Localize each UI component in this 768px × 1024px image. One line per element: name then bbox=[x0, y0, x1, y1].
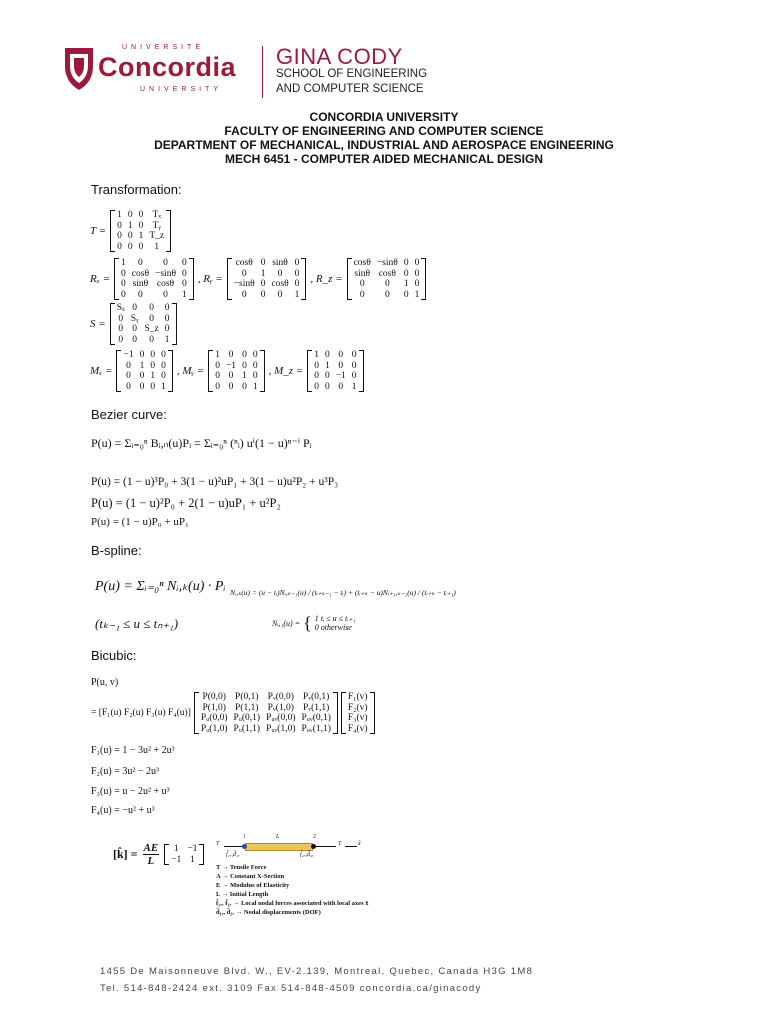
vector-cell: F₃(v) bbox=[347, 713, 368, 723]
header-divider bbox=[262, 46, 263, 98]
bspline-main-eq: P(u) = Σᵢ₌₀ⁿ Nᵢ,ₖ(u) · Pᵢ bbox=[95, 579, 226, 594]
bicubic-f2: F₂(u) = 3u² − 2u³ bbox=[91, 766, 159, 777]
matrix-cell: 0 bbox=[414, 268, 420, 279]
matrix-cell: 0 bbox=[161, 360, 166, 371]
bspline-case-2: 0 otherwise bbox=[314, 623, 352, 632]
matrix-cell: Pᵤᵥ(0,1) bbox=[301, 713, 331, 723]
university-bottom-text: UNIVERSITY bbox=[140, 86, 223, 93]
matrix-cell: 0 bbox=[139, 350, 145, 360]
matrix-cell: 0 bbox=[338, 360, 344, 371]
bspline-base-case bbox=[272, 614, 356, 632]
matrix-cell: 0 bbox=[260, 279, 266, 289]
label-Mx: Mₓ = bbox=[90, 365, 113, 377]
matrix-cell: −sinθ bbox=[155, 268, 176, 279]
matrix-cell: P(1,0) bbox=[202, 702, 226, 713]
bicubic-puv: P(u, v) bbox=[91, 677, 119, 688]
bspline-base-label: Nᵢ,₁(u) = bbox=[272, 618, 301, 628]
matrix-cell: 0 bbox=[127, 231, 133, 241]
matrix-cell: 0 bbox=[338, 350, 344, 360]
matrix-cell: Pᵥ(0,0) bbox=[267, 692, 294, 702]
matrix-cell: 0 bbox=[117, 231, 122, 241]
matrix-cell: 0 bbox=[359, 279, 365, 289]
matrix-cell: 1 bbox=[414, 289, 420, 300]
matrix-cell: 1 bbox=[139, 360, 145, 371]
matrix-T bbox=[110, 210, 171, 252]
matrix-cell: 0 bbox=[252, 371, 258, 381]
matrix-cell: 0 bbox=[118, 334, 124, 345]
matrix-cell: 0 bbox=[127, 241, 133, 252]
matrix-cell: 0 bbox=[228, 350, 234, 360]
matrix-cell: −1 bbox=[187, 844, 198, 854]
label-T: T = bbox=[90, 225, 107, 237]
matrix-cell: 1 bbox=[403, 279, 409, 289]
matrix-cell: −1 bbox=[123, 350, 134, 360]
matrix-cell: 0 bbox=[403, 289, 409, 300]
label-Mz: , M_z = bbox=[268, 365, 304, 377]
node-2-label: 2 bbox=[313, 834, 316, 840]
section-bezier: Bezier curve: bbox=[91, 407, 167, 422]
matrix-cell: 0 bbox=[139, 371, 145, 381]
axis-arrow bbox=[345, 846, 357, 847]
matrix-cell: 1 bbox=[215, 350, 220, 360]
matrix-cell: sinθ bbox=[272, 258, 288, 268]
left-node-sub: f̂₁ₓ,d̂₁ₓ bbox=[226, 852, 240, 858]
matrix-cell: 1 bbox=[121, 258, 126, 268]
title-university: CONCORDIA UNIVERSITY bbox=[309, 110, 459, 124]
matrix-cell: Pᵤᵥ(0,0) bbox=[266, 713, 296, 723]
vector-cell: F₂(v) bbox=[347, 702, 368, 713]
matrix-cell: 0 bbox=[164, 324, 170, 334]
matrix-cell: P(1,1) bbox=[235, 702, 259, 713]
matrix-cell: 0 bbox=[403, 258, 409, 268]
label-Rx: Rₓ = bbox=[90, 273, 111, 285]
matrix-cell: 0 bbox=[215, 360, 220, 371]
matrix-cell: 0 bbox=[132, 334, 138, 345]
matrix-cell: 0 bbox=[117, 220, 122, 231]
matrix-cell: cosθ bbox=[378, 268, 396, 279]
node-1-dot bbox=[242, 844, 247, 849]
matrix-cell: Tₓ bbox=[152, 210, 162, 220]
matrix-cell: Pᵤ(0,0) bbox=[200, 713, 228, 723]
matrix-cell: P(0,0) bbox=[202, 692, 226, 702]
matrix-cell: 0 bbox=[118, 313, 124, 324]
bezier-general-eq: P(u) = Σᵢ₌₀ⁿ Bᵢ,ₙ(u)Pᵢ = Σᵢ₌₀ⁿ (ⁿᵢ) uⁱ(1 − u)ⁿ⁻ⁱ Pᵢ bbox=[91, 436, 312, 450]
matrix-cell: 0 bbox=[324, 350, 330, 360]
stiffness-coef bbox=[143, 842, 160, 867]
matrix-cell: 1 bbox=[173, 844, 179, 854]
matrix-cell: Sₓ bbox=[116, 303, 125, 313]
matrix-cell: 0 bbox=[126, 381, 131, 392]
university-top-text: UNIVERSITÉ bbox=[122, 44, 205, 51]
matrix-cell: Pᵤ(1,1) bbox=[233, 723, 261, 734]
section-bicubic: Bicubic: bbox=[91, 648, 137, 663]
stiffness-eq bbox=[113, 842, 204, 867]
legend-item: d̂₁ₓ, d̂₂ₓ → Nodal displacements (DOF) bbox=[216, 909, 321, 916]
matrix-cell: 1 bbox=[314, 350, 319, 360]
stiffness-matrix bbox=[164, 844, 204, 865]
matrix-S-row bbox=[90, 303, 177, 345]
brace-icon: { bbox=[303, 613, 312, 633]
matrix-cell: 0 bbox=[351, 350, 357, 360]
matrix-cell: 0 bbox=[163, 258, 168, 268]
matrix-cell: cosθ bbox=[235, 258, 253, 268]
bicubic-f3: F₃(u) = u − 2u² + u³ bbox=[91, 786, 170, 797]
matrix-cell: 0 bbox=[242, 381, 247, 392]
matrix-S bbox=[110, 303, 177, 345]
matrix-cell: Pᵥ(0,1) bbox=[303, 692, 330, 702]
matrix-cell: S_z bbox=[144, 324, 159, 334]
stiffness-lhs: [k̂] = bbox=[113, 847, 138, 861]
matrix-cell: 0 bbox=[150, 360, 156, 371]
matrix-cell: 1 bbox=[260, 268, 266, 279]
matrix-cell: 0 bbox=[138, 289, 143, 300]
force-left-arrow bbox=[224, 846, 244, 847]
matrix-cell: 0 bbox=[138, 258, 143, 268]
matrix-cell: 0 bbox=[314, 360, 319, 371]
matrix-Mz bbox=[307, 350, 363, 392]
matrix-cell: 0 bbox=[117, 241, 122, 252]
matrix-cell: 0 bbox=[127, 210, 133, 220]
element-length-label: L bbox=[276, 834, 280, 840]
vector-cell: F₄(v) bbox=[347, 723, 368, 734]
matrix-T-row bbox=[90, 210, 171, 252]
matrix-cell: 0 bbox=[338, 381, 344, 392]
matrix-cell: 0 bbox=[351, 360, 357, 371]
matrix-cell: −sinθ bbox=[376, 258, 398, 268]
school-line-1: SCHOOL OF ENGINEERING bbox=[276, 68, 428, 80]
force-right-label: T bbox=[338, 841, 342, 847]
matrix-cell: 0 bbox=[132, 324, 138, 334]
matrix-cell: 1 bbox=[164, 334, 170, 345]
matrix-cell: 1 bbox=[182, 289, 187, 300]
matrix-cell: 1 bbox=[117, 210, 122, 220]
title-department: DEPARTMENT OF MECHANICAL, INDUSTRIAL AND AEROSPACE ENGINEERING bbox=[154, 138, 614, 152]
matrix-Mx bbox=[116, 350, 172, 392]
matrix-cell: 1 bbox=[242, 371, 247, 381]
matrix-cell: 0 bbox=[138, 241, 144, 252]
matrix-cell: 0 bbox=[215, 371, 220, 381]
bezier-linear-eq: P(u) = (1 − u)P₀ + uP₁ bbox=[91, 516, 189, 528]
matrix-cell: 0 bbox=[359, 289, 365, 300]
legend-item: A → Constant X-Section bbox=[216, 873, 285, 880]
matrix-cell: 1 bbox=[138, 231, 144, 241]
matrix-cell: 1 bbox=[351, 381, 357, 392]
matrix-Rx bbox=[114, 258, 194, 300]
bspline-cases bbox=[315, 614, 356, 632]
matrix-cell: 0 bbox=[118, 324, 124, 334]
matrix-cell: 0 bbox=[164, 313, 170, 324]
matrix-cell: 0 bbox=[384, 289, 390, 300]
matrix-cell: 0 bbox=[252, 350, 258, 360]
matrix-cell: 0 bbox=[126, 360, 131, 371]
matrix-cell: −1 bbox=[225, 360, 237, 371]
matrix-cell: 0 bbox=[139, 381, 145, 392]
matrix-cell: cosθ bbox=[131, 268, 149, 279]
bezier-quadratic-eq: P(u) = (1 − u)²P₀ + 2(1 − u)uP₁ + u²P₂ bbox=[91, 496, 281, 510]
matrix-cell: 0 bbox=[241, 289, 247, 300]
matrix-cell: 0 bbox=[228, 371, 234, 381]
matrix-cell: −1 bbox=[171, 854, 182, 865]
section-transformation: Transformation: bbox=[91, 182, 182, 197]
matrix-cell: 0 bbox=[182, 258, 187, 268]
footer-address: 1455 De Maisonneuve Blvd. W., EV-2.139, Montreal, Quebec, Canada H3G 1M8 bbox=[100, 966, 534, 977]
matrix-cell: 0 bbox=[314, 381, 319, 392]
legend-item: L → Initial Length bbox=[216, 891, 269, 898]
matrix-cell: 1 bbox=[161, 381, 166, 392]
matrix-cell: 0 bbox=[294, 258, 300, 268]
matrix-cell: 0 bbox=[324, 371, 330, 381]
legend-item: T → Tensile Force bbox=[216, 864, 267, 871]
footer-contact: Tel. 514-848-2424 ext. 3109 Fax 514-848-4509 concordia.ca/ginacody bbox=[100, 983, 482, 994]
axis-label: x̂ bbox=[358, 841, 361, 847]
matrix-cell: 0 bbox=[294, 268, 300, 279]
coef-bottom: L bbox=[147, 855, 155, 867]
matrix-cell: 1 bbox=[150, 371, 156, 381]
bezier-cubic-eq: P(u) = (1 − u)³P₀ + 3(1 − u)²uP₁ + 3(1 − u)u²P₂ + u³P₃ bbox=[91, 476, 339, 488]
matrix-cell: Sᵧ bbox=[130, 313, 139, 324]
university-name: Concordia bbox=[98, 52, 237, 82]
right-node-sub: f̂₂ₓ,d̂₂ₓ bbox=[300, 852, 314, 858]
matrix-cell: Pᵤᵥ(1,1) bbox=[301, 723, 331, 734]
matrix-cell: cosθ bbox=[353, 258, 371, 268]
bspline-case-1: 1 tᵢ ≤ u ≤ tᵢ₊₁ bbox=[314, 614, 356, 623]
node-1-label: 1 bbox=[243, 834, 246, 840]
coef-top: AE bbox=[143, 842, 159, 854]
matrix-cell: 0 bbox=[121, 268, 126, 279]
matrix-cell: 0 bbox=[164, 303, 170, 313]
bicubic-B-matrix bbox=[194, 692, 338, 734]
bicubic-eq-row bbox=[91, 692, 375, 734]
matrix-cell: T_z bbox=[149, 231, 165, 241]
matrix-cell: 0 bbox=[149, 303, 155, 313]
matrix-cell: 0 bbox=[150, 381, 156, 392]
matrix-cell: 0 bbox=[161, 371, 166, 381]
matrix-cell: Pᵥ(1,0) bbox=[267, 702, 294, 713]
label-My: , Mᵧ = bbox=[176, 365, 205, 377]
school-line-2: AND COMPUTER SCIENCE bbox=[276, 83, 424, 95]
bspline-recursion-eq: Nᵢ,ₖ(u) = (u − tᵢ)Nᵢ,ₖ₋₁(u) / (tᵢ₊ₖ₋₁ − tᵢ) + (tᵢ₊ₖ − u)Nᵢ₊₁,ₖ₋₁(u) / (tᵢ₊ₖ − tᵢ₊₁) bbox=[230, 588, 456, 597]
legend-item: f̂₁ₓ, f̂₂ₓ → Local nodal forces associated with local axes x̂ bbox=[216, 900, 369, 907]
matrix-cell: 0 bbox=[242, 350, 247, 360]
matrix-cell: 0 bbox=[138, 220, 144, 231]
matrix-cell: 0 bbox=[277, 268, 283, 279]
matrix-cell: −sinθ bbox=[233, 279, 255, 289]
matrix-cell: 0 bbox=[384, 279, 390, 289]
matrix-cell: 0 bbox=[241, 268, 247, 279]
matrix-cell: 0 bbox=[126, 371, 131, 381]
matrix-cell: 0 bbox=[163, 289, 168, 300]
matrix-cell: 0 bbox=[132, 303, 138, 313]
matrix-cell: sinθ bbox=[132, 279, 149, 289]
matrix-cell: sinθ bbox=[354, 268, 371, 279]
matrix-cell: 0 bbox=[324, 381, 330, 392]
concordia-logo bbox=[62, 44, 96, 92]
matrix-cell: 1 bbox=[189, 854, 195, 865]
bicubic-fvec: = [F₁(u) F₂(u) F₃(u) F₄(u)] bbox=[91, 708, 191, 718]
vector-cell: F₁(v) bbox=[347, 692, 368, 702]
matrix-Ry bbox=[227, 258, 307, 300]
matrix-cell: 0 bbox=[161, 350, 166, 360]
matrix-cell: 1 bbox=[294, 289, 300, 300]
bar-element bbox=[245, 843, 313, 851]
matrix-cell: 0 bbox=[277, 289, 283, 300]
matrix-cell: 0 bbox=[215, 381, 220, 392]
matrix-cell: Pᵥ(1,1) bbox=[303, 702, 330, 713]
school-name: GINA CODY bbox=[276, 44, 403, 69]
matrix-cell: 0 bbox=[121, 289, 126, 300]
matrix-cell: 0 bbox=[403, 268, 409, 279]
matrix-cell: P(0,1) bbox=[235, 692, 259, 702]
matrix-cell: 1 bbox=[127, 220, 133, 231]
matrix-cell: 1 bbox=[324, 360, 330, 371]
matrix-Rz bbox=[347, 258, 427, 300]
bspline-range: (tₖ₋₁ ≤ u ≤ tₙ₊₁) bbox=[95, 616, 179, 631]
matrix-cell: 1 bbox=[252, 381, 258, 392]
matrix-cell: 0 bbox=[351, 371, 357, 381]
bicubic-f4: F₄(u) = −u² + u³ bbox=[91, 805, 155, 816]
matrix-cell: −1 bbox=[335, 371, 346, 381]
matrix-cell: 0 bbox=[121, 279, 126, 289]
matrix-cell: 0 bbox=[150, 350, 156, 360]
bicubic-Fv-vector bbox=[341, 692, 375, 734]
title-faculty: FACULTY OF ENGINEERING AND COMPUTER SCIENCE bbox=[224, 124, 544, 138]
title-course: MECH 6451 - COMPUTER AIDED MECHANICAL DESIGN bbox=[224, 152, 544, 166]
matrix-cell: 0 bbox=[182, 279, 187, 289]
matrix-cell: 1 bbox=[154, 241, 160, 252]
label-Rz: , R_z = bbox=[310, 273, 343, 285]
matrix-cell: 0 bbox=[182, 268, 187, 279]
matrix-cell: Pᵤ(0,1) bbox=[233, 713, 261, 723]
matrix-cell: Pᵤ(1,0) bbox=[200, 723, 228, 734]
matrix-cell: 0 bbox=[149, 334, 155, 345]
matrix-cell: cosθ bbox=[271, 279, 289, 289]
matrix-cell: 0 bbox=[138, 210, 144, 220]
stiffness-legend bbox=[216, 864, 368, 916]
force-left-label: T bbox=[216, 841, 220, 847]
matrix-R-row bbox=[90, 258, 426, 300]
shield-icon bbox=[62, 44, 96, 92]
matrix-M-row bbox=[90, 350, 364, 392]
matrix-cell: 0 bbox=[149, 313, 155, 324]
legend-item: E → Modulus of Elasticity bbox=[216, 882, 290, 889]
matrix-cell: 0 bbox=[294, 279, 300, 289]
label-S: S = bbox=[90, 318, 106, 330]
matrix-cell: 0 bbox=[260, 289, 266, 300]
matrix-cell: 0 bbox=[414, 279, 420, 289]
matrix-cell: Tᵧ bbox=[152, 220, 161, 231]
matrix-cell: Pᵤᵥ(1,0) bbox=[266, 723, 296, 734]
matrix-cell: 0 bbox=[260, 258, 266, 268]
matrix-cell: 0 bbox=[242, 360, 247, 371]
matrix-cell: 0 bbox=[228, 381, 234, 392]
matrix-cell: 0 bbox=[252, 360, 258, 371]
bicubic-f1: F₁(u) = 1 − 3u² + 2u³ bbox=[91, 745, 175, 756]
section-bspline: B-spline: bbox=[91, 543, 142, 558]
matrix-cell: 0 bbox=[414, 258, 420, 268]
matrix-cell: 0 bbox=[314, 371, 319, 381]
matrix-My bbox=[208, 350, 264, 392]
label-Ry: , Rᵧ = bbox=[197, 273, 223, 285]
force-right-arrow bbox=[316, 846, 336, 847]
matrix-cell: cosθ bbox=[156, 279, 175, 289]
